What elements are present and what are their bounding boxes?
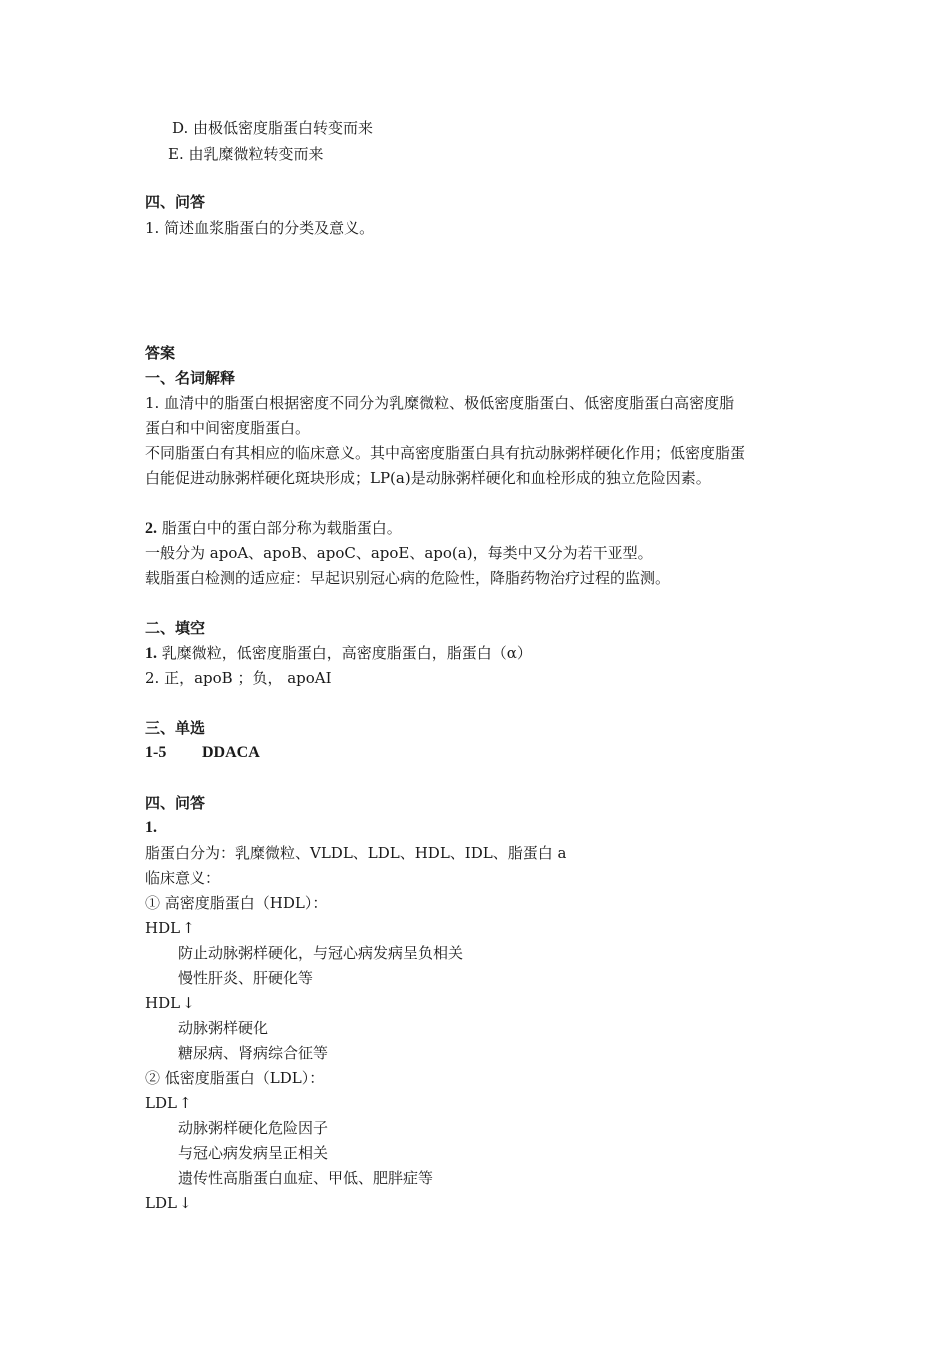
- ldl-up-label: LDL: [145, 1094, 177, 1112]
- s1-p4: 一般分为 apoA、apoB、apoC、apoE、apo(a)，每类中又分为若干亚型。: [145, 544, 653, 562]
- section-2-heading: 二、填空: [145, 619, 206, 637]
- hdl-down: [145, 993, 195, 1013]
- ldl-up-item-1: 动脉粥样硬化危险因子: [178, 1119, 329, 1137]
- answers-title: 答案: [145, 344, 176, 362]
- down-arrow-icon: ↓: [178, 1194, 192, 1212]
- section-3-heading: 三、单选: [145, 719, 206, 737]
- hdl-title: ① 高密度脂蛋白（HDL）：: [145, 894, 328, 912]
- section-1-heading: 一、名词解释: [145, 369, 236, 387]
- s1-p3-number: 2.: [145, 520, 157, 537]
- ldl-up-item-3: 遗传性高脂蛋白血症、甲低、肥胖症等: [178, 1169, 434, 1187]
- s1-p2-line1: 不同脂蛋白有其相应的临床意义。其中高密度脂蛋白具有抗动脉粥样硬化作用；低密度脂蛋: [145, 444, 746, 462]
- s1-p3-text: 脂蛋白中的蛋白部分称为载脂蛋白。: [157, 519, 402, 537]
- ldl-down-label: LDL: [145, 1194, 177, 1212]
- hdl-down-item-2: 糖尿病、肾病综合征等: [178, 1044, 329, 1062]
- up-arrow-icon: ↑: [178, 1094, 192, 1112]
- down-arrow-icon: ↓: [182, 994, 195, 1012]
- s1-p2-line2: 白能促进动脉粥样硬化斑块形成；LP(a)是动脉粥样硬化和血栓形成的独立危险因素。: [145, 469, 711, 487]
- s2-line2: 2. 正，apoB ；负， apoAⅠ: [145, 669, 332, 687]
- s2-line1-text: 乳糜微粒，低密度脂蛋白，高密度脂蛋白，脂蛋白（α）: [157, 644, 532, 662]
- s3-range: 1-5: [145, 744, 167, 761]
- hdl-up-label: HDL: [145, 919, 181, 937]
- s1-p5: 载脂蛋白检测的适应症：早起识别冠心病的危险性，降脂药物治疗过程的监测。: [145, 569, 671, 587]
- hdl-down-item-1: 动脉粥样硬化: [178, 1019, 269, 1037]
- section-4-heading: 四、问答: [145, 794, 206, 812]
- ldl-up-item-2: 与冠心病发病呈正相关: [178, 1144, 329, 1162]
- ldl-title: ② 低密度脂蛋白（LDL）：: [145, 1069, 325, 1087]
- hdl-up: [145, 918, 195, 938]
- s4-line1: 脂蛋白分为：乳糜微粒、VLDL、LDL、HDL、IDL、脂蛋白 a: [145, 844, 567, 862]
- s3-answer: DDACA: [202, 744, 260, 761]
- s2-line1-number: 1.: [145, 645, 157, 662]
- option-d: D. 由极低密度脂蛋白转变而来: [172, 119, 374, 137]
- ldl-up: [145, 1093, 192, 1113]
- s1-p1-line1: 1. 血清中的脂蛋白根据密度不同分为乳糜微粒、极低密度脂蛋白、低密度脂蛋白高密度脂: [145, 394, 735, 412]
- s1-p1-line2: 蛋白和中间密度脂蛋白。: [145, 419, 311, 437]
- up-arrow-icon: ↑: [182, 919, 195, 937]
- qa-heading: 四、问答: [145, 193, 206, 211]
- qa-question-1: 1. 简述血浆脂蛋白的分类及意义。: [145, 219, 375, 237]
- s1-p3: [145, 518, 402, 538]
- hdl-up-item-2: 慢性肝炎、肝硬化等: [178, 969, 314, 987]
- s4-line2: 临床意义：: [145, 869, 221, 887]
- s4-number: 1.: [145, 819, 157, 836]
- ldl-down: [145, 1193, 192, 1213]
- s2-line1: [145, 643, 532, 663]
- option-e: E. 由乳糜微粒转变而来: [168, 145, 324, 163]
- hdl-up-item-1: 防止动脉粥样硬化，与冠心病发病呈负相关: [178, 944, 464, 962]
- hdl-down-label: HDL: [145, 994, 181, 1012]
